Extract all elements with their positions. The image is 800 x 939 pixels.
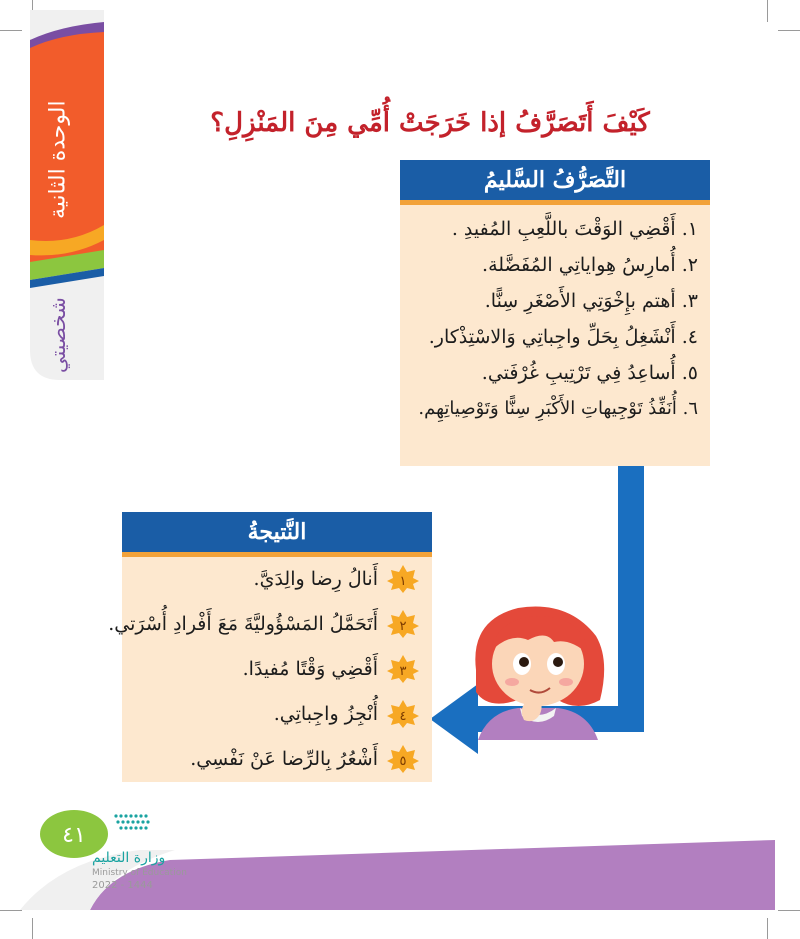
result-text: أَقْضِي وَقْتًا مُفيدًا. <box>242 658 378 680</box>
behavior-item: ٦. أُنَفِّذُ تَوْجِيهاتِ الأَكْبَرِ سِنًّا وَتَوْصِياتِهِم. <box>418 398 698 419</box>
crop-mark <box>778 910 800 911</box>
result-item <box>243 654 420 684</box>
unit-sidebar <box>0 0 104 380</box>
result-text: أَشْعُرُ بِالرِّضا عَنْ نَفْسِي. <box>190 748 378 770</box>
crop-mark <box>767 918 768 939</box>
badge-number: ٢ <box>399 619 407 634</box>
unit-label: الوحدة الثانية <box>45 100 71 220</box>
badge-number: ٥ <box>399 754 407 769</box>
correct-behavior-box <box>400 160 710 466</box>
subject-label: شخصيتي <box>46 297 70 373</box>
page-title: كَيْفَ أَتَصَرَّفُ إذا خَرَجَتْ أُمِّي مِنَ المَنْزِلِ؟ <box>210 108 650 138</box>
behavior-item: ٥. أُساعِدُ فِي تَرْتِيبِ غُرْفَتي. <box>481 362 698 384</box>
number-badge-icon <box>386 744 420 774</box>
badge-number: ١ <box>399 574 407 589</box>
result-item <box>108 609 420 639</box>
header-stripe <box>122 552 432 557</box>
number-badge-icon <box>386 654 420 684</box>
header-stripe <box>400 200 710 205</box>
ministry-name-en: Ministry of Education <box>92 868 187 878</box>
crop-mark <box>0 910 22 911</box>
number-badge-icon <box>386 609 420 639</box>
number-badge-icon <box>386 564 420 594</box>
page-number: ٤١ <box>62 823 86 848</box>
crop-mark <box>767 0 768 22</box>
result-header: النَّتيجةُ <box>122 512 432 552</box>
behavior-item: ١. أَقْضِي الوَقْتَ باللَّعِبِ المُفيدِ . <box>451 218 698 240</box>
result-item <box>254 564 420 594</box>
result-item <box>274 699 420 729</box>
ministry-dots-icon <box>112 812 152 834</box>
badge-number: ٤ <box>399 709 407 724</box>
behavior-item: ٢. أُمارِسُ هِواياتِي المُفَضَّلة. <box>482 254 698 276</box>
result-item <box>190 744 420 774</box>
behavior-item: ٣. أهتم بإِخْوَتِي الأَصْغَرِ سِنًّا. <box>484 290 698 312</box>
crop-mark <box>32 918 33 939</box>
crop-mark <box>778 30 800 31</box>
correct-behavior-header: التَّصَرُّفُ السَّليمُ <box>400 160 710 200</box>
result-text: أَنالُ رِضا والِدَيَّ. <box>253 568 378 590</box>
edition-year: 2022 - 1444 <box>92 880 153 891</box>
result-box <box>108 512 432 782</box>
number-badge-icon <box>386 699 420 729</box>
badge-number: ٣ <box>399 664 407 679</box>
ministry-name-ar: وزارة التعليم <box>92 850 166 866</box>
result-text: أَتَحَمَّلُ المَسْؤُوليَّةَ مَعَ أَفْرادِ أُسْرَتي. <box>108 613 378 635</box>
behavior-item: ٤. أَنْشَغِلُ بِحَلِّ واجِباتِي وَالاسْتِذْكار. <box>428 326 698 348</box>
girl-illustration <box>458 600 618 740</box>
result-text: أُنْجِزُ واجِباتِي. <box>273 703 378 725</box>
